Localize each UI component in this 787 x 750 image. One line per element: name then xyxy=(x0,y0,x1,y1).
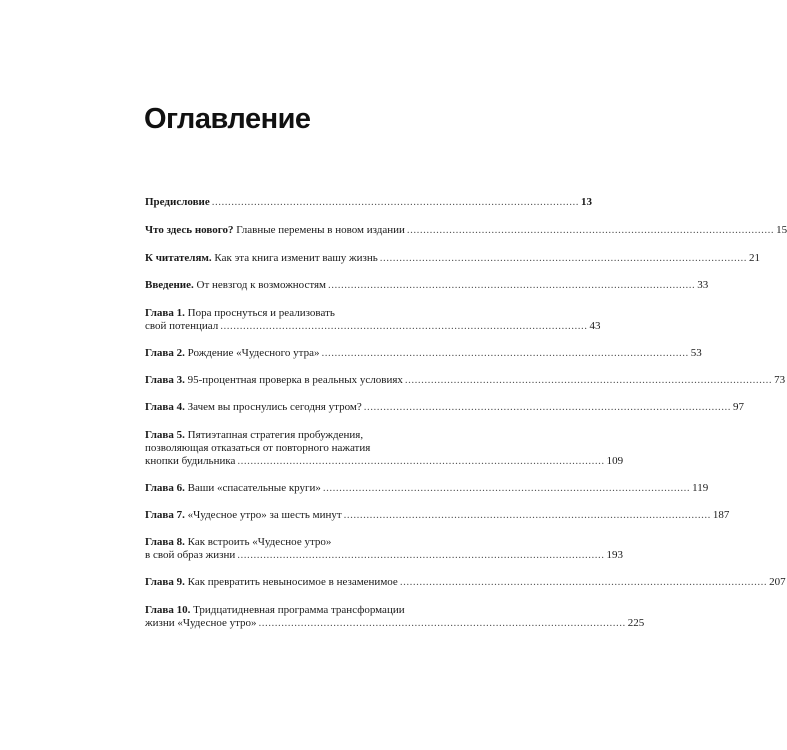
toc-entry-label: Что здесь нового? xyxy=(145,224,234,236)
toc-entry-label: Глава 10. xyxy=(145,604,191,616)
toc-entry xyxy=(145,604,645,630)
toc-entry xyxy=(145,196,593,209)
toc-leader-dots: ................................................................................................................. xyxy=(406,224,775,236)
toc-entry xyxy=(145,347,702,360)
toc-entry-title-line: в свой образ жизни xyxy=(145,549,236,561)
toc-page-number: 13 xyxy=(581,196,593,208)
toc-page-number: 119 xyxy=(692,482,709,494)
toc-leader-dots: ................................................................................................................. xyxy=(211,196,580,208)
toc-page-number: 97 xyxy=(732,401,744,413)
toc-entry-title-line: свой потенциал xyxy=(145,320,219,332)
toc-entry-title: Как эта книга изменит вашу жизнь xyxy=(211,252,378,264)
toc-entry xyxy=(145,509,730,522)
toc-leader-dots: ................................................................................................................. xyxy=(237,455,605,467)
toc-entry xyxy=(145,307,601,333)
toc-entry-title-line: Тридцатидневная программа трансформации xyxy=(190,604,405,616)
toc-entry-title-line: кнопки будильника xyxy=(145,455,236,467)
toc-leader-dots: ................................................................................................................. xyxy=(404,374,773,386)
toc-entry-label: Глава 9. xyxy=(145,576,185,588)
toc-leader-dots: ................................................................................................................. xyxy=(363,401,731,413)
toc-page-number: 21 xyxy=(749,252,761,264)
toc-entry-title-line: Пора проснуться и реализовать xyxy=(184,307,335,319)
toc-entry-title-line: жизни «Чудесное утро» xyxy=(145,617,257,629)
toc-leader-dots: ................................................................................................................. xyxy=(379,252,748,264)
toc-entry xyxy=(145,401,744,414)
toc-page-number: 33 xyxy=(697,279,709,291)
toc-entry-title: Рождение «Чудесного утра» xyxy=(184,347,320,359)
toc-entry-label: Глава 1. xyxy=(145,307,185,319)
toc-entry-label: Глава 3. xyxy=(145,374,185,386)
toc-entry-title: «Чудесное утро» за шесть минут xyxy=(184,509,342,521)
toc-leader-dots: ................................................................................................................. xyxy=(399,576,768,588)
toc-page-number: 225 xyxy=(627,617,645,629)
toc-entry-label: Глава 8. xyxy=(145,536,185,548)
toc-entry-title-line: позволяющая отказаться от повторного нажатия xyxy=(145,442,371,454)
toc-entry-title: От невзгод к возможностям xyxy=(193,279,327,291)
toc-leader-dots: ................................................................................................................. xyxy=(322,482,691,494)
page-title: Оглавление xyxy=(144,103,311,135)
toc-page-number: 73 xyxy=(774,374,786,386)
toc-leader-dots: ................................................................................................................. xyxy=(258,617,626,629)
toc-entry-label: Глава 7. xyxy=(145,509,185,521)
toc-entry xyxy=(145,279,709,292)
toc-entry-label: Глава 6. xyxy=(145,482,185,494)
toc-page-number: 187 xyxy=(712,509,730,521)
toc-entry-label: Глава 5. xyxy=(145,429,185,441)
toc-leader-dots: ................................................................................................................. xyxy=(343,509,711,521)
toc-entry-title-line: Как встроить «Чудесное утро» xyxy=(184,536,332,548)
toc-entry-label: Предисловие xyxy=(145,196,210,208)
toc-page-number: 53 xyxy=(690,347,702,359)
toc-page-number: 193 xyxy=(606,549,624,561)
toc-entry xyxy=(145,536,624,562)
toc-entry xyxy=(145,252,761,265)
toc-entry xyxy=(145,374,786,387)
toc-entry xyxy=(145,224,787,237)
toc-entry-title-line: Пятиэтапная стратегия пробуждения, xyxy=(184,429,364,441)
toc-entry-label: Введение. xyxy=(145,279,194,291)
toc-entry-label: Глава 4. xyxy=(145,401,185,413)
toc-entry xyxy=(145,429,624,468)
toc-page-number: 43 xyxy=(589,320,601,332)
toc-leader-dots: ................................................................................................................. xyxy=(220,320,588,332)
toc-page-number: 15 xyxy=(776,224,787,236)
toc-entry-label: Глава 2. xyxy=(145,347,185,359)
toc-leader-dots: ................................................................................................................. xyxy=(237,549,605,561)
toc-entry-title: Ваши «спасательные круги» xyxy=(184,482,321,494)
toc-page-number: 109 xyxy=(606,455,624,467)
toc-entry xyxy=(145,576,786,589)
toc-entry-title: Зачем вы проснулись сегодня утром? xyxy=(184,401,362,413)
toc-entry-title: Как превратить невыносимое в незаменимое xyxy=(184,576,398,588)
toc-entry-title: Главные перемены в новом издании xyxy=(233,224,405,236)
toc-entry-title: 95-процентная проверка в реальных условиях xyxy=(184,374,403,386)
toc-page-number: 207 xyxy=(769,576,786,588)
toc-entry-label: К читателям. xyxy=(145,252,212,264)
toc-leader-dots: ................................................................................................................. xyxy=(321,347,689,359)
toc-leader-dots: ................................................................................................................. xyxy=(328,279,696,291)
toc-entry xyxy=(145,482,709,495)
